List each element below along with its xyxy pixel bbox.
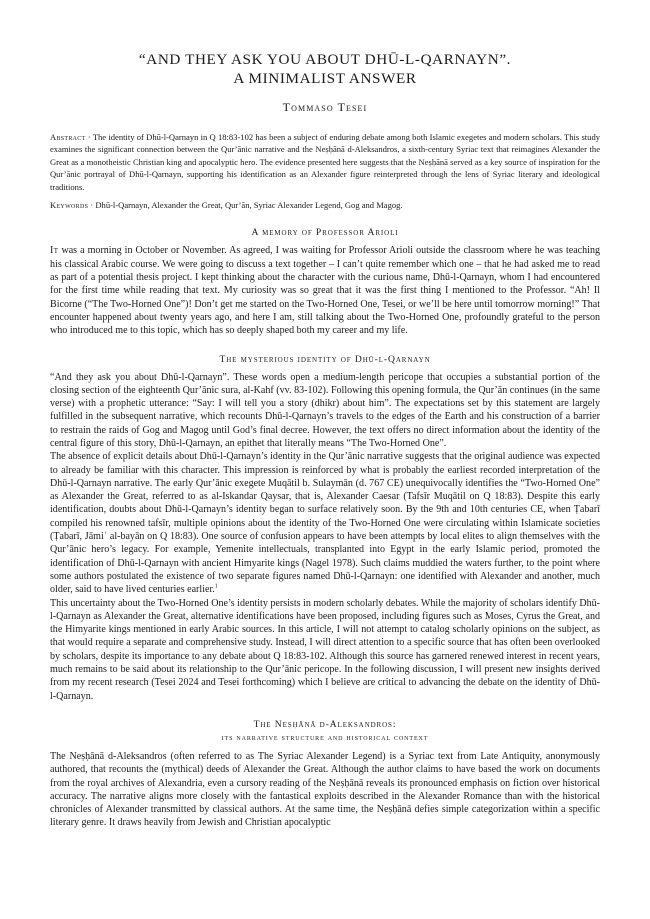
keywords-text: · Dhū-l-Qarnayn, Alexander the Great, Qur’ān, Syriac Alexander Legend, Gog and Magog. [88, 200, 403, 211]
article-title [50, 50, 600, 88]
section-heading-line-1: The Neṣḥānā d-Aleksandros: [253, 718, 397, 730]
section-heading-neshana [50, 718, 600, 744]
author-name: Tommaso Tesei [282, 100, 368, 114]
section-heading-line-2: its narrative structure and historical context [221, 731, 429, 742]
keywords [50, 199, 600, 211]
paragraph-text: The absence of explicit details about Dhū-l-Qarnayn’s identity in the Qur’ānic narrative suggests that the original audience was expected to already be familiar with this character. This impression is reinforced by what is probably the earliest recorded interpretation of the Dhū-l-Qarnayn narrative. The early Qur’ānic exegete Muqātil b. Sulaymān (d. 767 CE) unequivocally identifies the “Two-Horned One” as Alexander the Great, referred to as al-Iskandar Qaysar, that is, Alexander Caesar (Tafsīr Muqātil on Q 18:83). Despite this early identification, doubts about Dhū-l-Qarnayn’s identity began to surface relatively soon. By the 9th and 10th centuries CE, when Ṭabarī compiled his renowned tafsīr, multiple opinions about the identity of the Two-Horned One were circulating within Islamicate societies (Ṭabarī, Jāmiʿ al-bayān on Q 18:83). One source of confusion appears to have been attempts by local elites to align themselves with the Qur’ānic hero’s legacy. For example, Yemenite intellectuals, transplanted into Egypt in the early Islamic period, promoted the identification of Dhū-l-Qarnayn with ancient Himyarite kings (Nagel 1978). Such claims muddied the waters further, to the point where some authors postulated the existence of two separate figures named Dhū-l-Qarnayn: one identified with Alexander and another, much older, said to have lived centuries earlier. [50, 451, 600, 596]
abstract-text: · The identity of Dhū-l-Qarnayn in Q 18:83-102 has been a subject of enduring debate among both Islamic exegetes and modern scholars. This study examines the significant connection between the Qur’ānic narrative and the Neṣḥānā d-Aleksandros, a sixth-century Syriac text that reimagines Alexander the Great as a monotheistic Christian king and apocalyptic hero. The evidence presented here suggests that the Neṣḥānā served as a key source of inspiration for the Qur’ānic portrayal of Dhū-l-Qarnayn, supporting his identification as an Alexander figure reinterpreted through the lens of Syriac literary and ideological traditions. [50, 132, 600, 192]
paragraph [50, 244, 600, 337]
title-line-2: A MINIMALIST ANSWER [233, 70, 417, 87]
keywords-label: Keywords [50, 200, 89, 211]
paragraph [50, 450, 600, 596]
section-heading-identity: The mysterious identity of Dhū-l-Qarnayn [219, 353, 431, 365]
title-line-1: “AND THEY ASK YOU ABOUT DHŪ-L-QARNAYN”. [138, 51, 512, 68]
paragraph: The Neṣḥānā d-Aleksandros (often referred to as The Syriac Alexander Legend) is a Syriac text from Late Antiquity, anonymously authored, that recounts the (mythical) deeds of Alexander the Great. Although the author claims to have based the work on documents from the royal archives of Alexandria, even a cursory reading of the Neṣḥānā reveals its pronounced emphasis on fiction over historical accuracy. The narrative aligns more closely with the fantastical exploits described in the Alexander Romance than with the historical chronicles of Alexander transmitted by classical authors. At the same time, the Neṣḥānā defies simple categorization within a specific literary genre. It draws heavily from Jewish and Christian apocalyptic [50, 750, 600, 829]
section-heading-arioli: A memory of Professor Arioli [251, 227, 399, 239]
paragraph: This uncertainty about the Two-Horned One’s identity persists in modern scholarly debates. While the majority of scholars identify Dhū-l-Qarnayn as Alexander the Great, alternative identifications have been proposed, including figures such as Moses, Cyrus the Great, and the Himyarite kings mentioned in early Arabic sources. In this article, I will not attempt to catalog scholarly opinions on the subject, as that would require a separate and comprehensive study. Instead, I will direct attention to a specific source that has often been overlooked by scholars, despite its importance to any debate about Q 18:83-102. Although this source has garnered renewed interest in recent years, much remains to be said about its relationship to the Qur’ānic pericope. In the following discussion, I will present new insights derived from my recent research (Tesei 2024 and Tesei forthcoming) which I believe are critical to advancing the debate on the identity of Dhū-l-Qarnayn. [50, 597, 600, 702]
paragraph-lead: It [50, 245, 59, 257]
paragraph-text: was a morning in October or November. As agreed, I was waiting for Professor Arioli outside the classroom where he was teaching his classical Arabic course. We were going to discuss a text together – I can’t quite remember which one – that he had asked me to read as part of a potential thesis project. I kept thinking about the character with the curious name, Dhū-l-Qarnayn, whom I had encountered for the first time while reading that text. My curiosity was so great that it was the first thing I mentioned to the Professor. “Ah! Il Bicorne (“The Two-Horned One”)! Don’t get me started on the Two-Horned One, Tesei, or we’ll be here until tomorrow morning!” That encounter happened about twenty years ago, and here I am, still talking about the Two-Horned One, profoundly grateful to the person who introduced me to this topic, which has so deeply shaped both my career and my life. [50, 245, 600, 337]
paragraph: “And they ask you about Dhū-l-Qarnayn”. These words open a medium-length pericope that occupies a substantial portion of the closing section of the eighteenth Qur’ānic sura, al-Kahf (vv. 83-102). Following this opening formula, the Qur’ān continues (in the same verse) with a prophetic utterance: “Say: I will tell you a story (dhikr) about him”. The expectations set by this statement are largely fulfilled in the subsequent narrative, which recounts Dhū-l-Qarnayn’s travels to the edges of the Earth and his construction of a barrier to restrain the raids of Gog and Magog until God’s final decree. However, the text offers no direct information about the identity of the central figure of this story, Dhū-l-Qarnayn, an epithet that literally means “The Two-Horned One”. [50, 371, 600, 449]
abstract-label: Abstract [50, 132, 86, 142]
abstract [50, 131, 600, 193]
footnote-marker[interactable]: 1 [214, 583, 218, 590]
